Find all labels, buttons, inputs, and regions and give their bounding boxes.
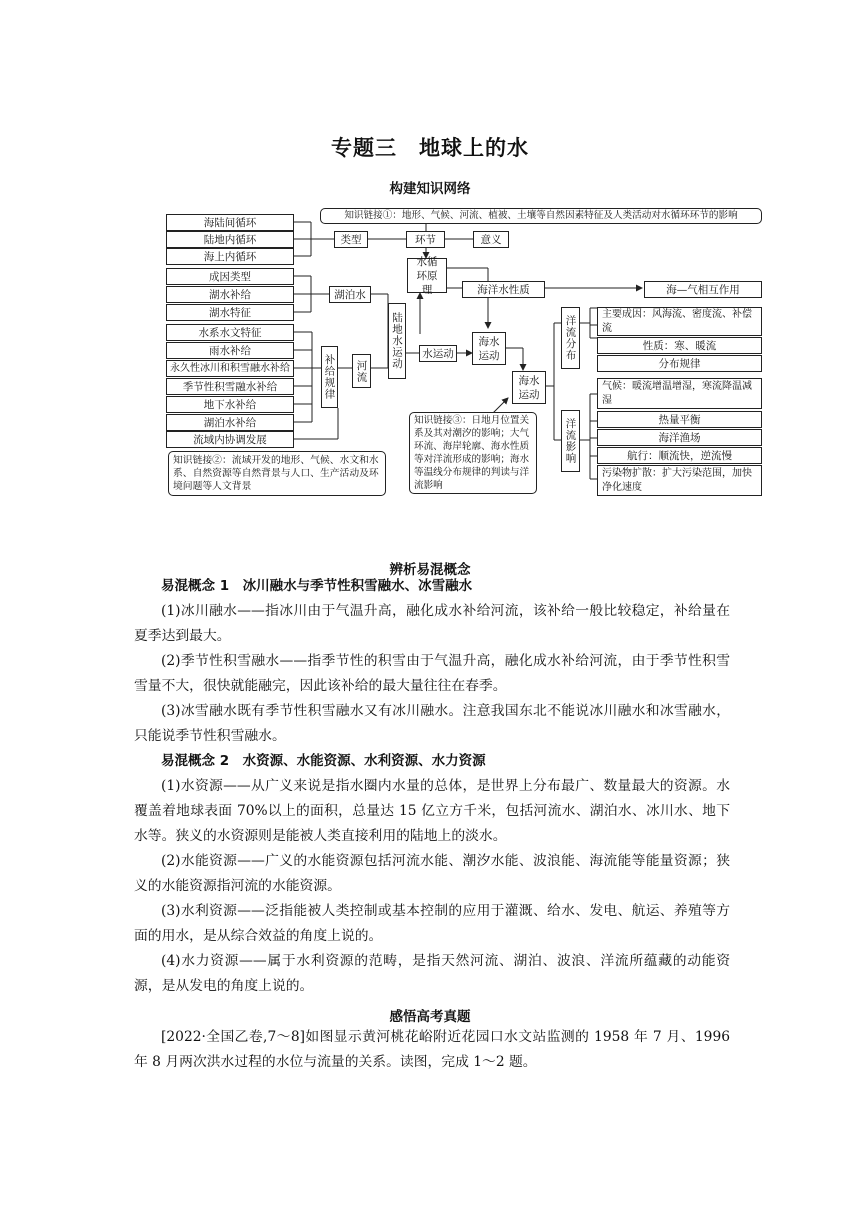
section-title-knowledge-network: 构建知识网络 bbox=[389, 181, 471, 197]
dist-box-2: 性质：寒、暖流 bbox=[597, 337, 762, 354]
water-cycle-principle-box: 水循环原理 bbox=[407, 258, 447, 293]
concept1-heading: 易混概念 1 冰川融水与季节性积雪融水、冰雪融水 bbox=[161, 578, 473, 594]
page-title: 专题三 地球上的水 bbox=[331, 136, 529, 160]
link-env-box: 环节 bbox=[406, 231, 445, 248]
knowledge-network-diagram bbox=[166, 208, 766, 498]
left-box-6: 湖水特征 bbox=[166, 304, 294, 321]
exam-body bbox=[134, 1025, 730, 1075]
supply-law-box: 补给规律 bbox=[321, 346, 338, 408]
lake-water-box: 湖泊水 bbox=[329, 286, 371, 303]
river-box: 河流 bbox=[352, 354, 371, 388]
land-water-movement-box: 陆地水运动 bbox=[388, 303, 406, 379]
concepts-body bbox=[134, 574, 730, 999]
section-title-exam: 感悟高考真题 bbox=[389, 1009, 471, 1025]
effect-box-3: 海洋渔场 bbox=[597, 429, 762, 446]
concept2-p3: (3)水利资源——泛指能被人类控制或基本控制的应用于灌溉、给水、发电、航运、养殖等方面的用水，是从综合效益的角度上说的。 bbox=[134, 903, 730, 944]
sea-water-movement-box: 海水运动 bbox=[472, 332, 506, 365]
ocean-water-nature-box: 海洋水性质 bbox=[462, 281, 545, 298]
sea-water-movement-box-2: 海水运动 bbox=[512, 371, 546, 404]
left-box-3: 海上内循环 bbox=[166, 248, 294, 265]
type-box: 类型 bbox=[334, 231, 368, 248]
concept1-p2: (2)季节性积雪融水——指季节性的积雪由于气温升高，融化成水补给河流，由于季节性积雪雪量不大，很快就能融完，因此该补给的最大量往往在春季。 bbox=[134, 653, 730, 694]
link2-box: 知识链接②：流域开发的地形、气候、水文和水系、自然资源等自然背景与人口、生产活动及环境问题等人文背景 bbox=[168, 451, 386, 496]
sea-air-interaction-box: 海—气相互作用 bbox=[644, 281, 762, 298]
left-box-12: 湖泊水补给 bbox=[166, 414, 294, 431]
concept1-p3: (3)冰雪融水既有季节性积雪融水又有冰川融水。注意我国东北不能说冰川融水和冰雪融水，只能说季节性积雪融水。 bbox=[134, 703, 730, 744]
left-box-13: 流域内协调发展 bbox=[166, 431, 294, 448]
left-box-4: 成因类型 bbox=[166, 268, 294, 285]
concept2-p1: (1)水资源——从广义来说是指水圈内水量的总体，是世界上分布最广、数量最大的资源。水覆盖着地球表面 70%以上的面积，总量达 15 亿立方千米，包括河流水、湖泊水、冰川水、地下水等。狭义的水资源则是能被人类直接利用的陆地上的淡水。 bbox=[134, 778, 730, 844]
section-title-concepts: 辨析易混概念 bbox=[389, 562, 471, 578]
current-distribution-box: 洋流分布 bbox=[561, 307, 580, 369]
left-box-1: 海陆间循环 bbox=[166, 214, 294, 231]
effect-box-4: 航行：顺流快，逆流慢 bbox=[597, 447, 762, 464]
water-movement-box: 水运动 bbox=[419, 345, 457, 362]
link1-box: 知识链接①：地形、气候、河流、植被、土壤等自然因素特征及人类活动对水循环环节的影响 bbox=[320, 208, 762, 224]
left-box-7: 水系水文特征 bbox=[166, 324, 294, 341]
effect-box-2: 热量平衡 bbox=[597, 411, 762, 428]
concept2-p2: (2)水能资源——广义的水能资源包括河流水能、潮汐水能、波浪能、海流能等能量资源；狭义的水能资源指河流的水能资源。 bbox=[134, 853, 730, 894]
effect-box-5: 污染物扩散：扩大污染范围，加快净化速度 bbox=[597, 465, 762, 496]
concept1-p1: (1)冰川融水——指冰川由于气温升高，融化成水补给河流，该补给一般比较稳定，补给量在夏季达到最大。 bbox=[134, 603, 730, 644]
meaning-box: 意义 bbox=[473, 231, 509, 248]
left-box-9: 永久性冰川和积雪融水补给 bbox=[166, 360, 294, 377]
dist-box-3: 分布规律 bbox=[597, 355, 762, 372]
concept2-p4: (4)水力资源——属于水利资源的范畴，是指天然河流、湖泊、波浪、洋流所蕴藏的动能资源，是从发电的角度上说的。 bbox=[134, 953, 730, 994]
dist-box-1: 主要成因：风海流、密度流、补偿流 bbox=[597, 307, 762, 336]
exam-intro: [2022·全国乙卷,7～8]如图显示黄河桃花峪附近花园口水文站监测的 1958 年 7 月、1996 年 8 月两次洪水过程的水位与流量的关系。读图，完成 1～2 题。 bbox=[134, 1029, 730, 1070]
left-box-8: 雨水补给 bbox=[166, 342, 294, 359]
current-effect-box: 洋流影响 bbox=[561, 410, 580, 472]
effect-box-1: 气候：暖流增温增湿，寒流降温减湿 bbox=[597, 378, 762, 409]
left-box-11: 地下水补给 bbox=[166, 396, 294, 413]
link3-box: 知识链接③：日地月位置关系及其对潮汐的影响；大气环流、海岸轮廓、海水性质等对洋流形成的影响；海水等温线分布规律的判读与洋流影响 bbox=[409, 412, 537, 494]
left-box-5: 湖水补给 bbox=[166, 286, 294, 303]
left-box-10: 季节性积雪融水补给 bbox=[166, 378, 294, 395]
concept2-heading: 易混概念 2 水资源、水能资源、水利资源、水力资源 bbox=[161, 753, 486, 769]
left-box-2: 陆地内循环 bbox=[166, 231, 294, 248]
